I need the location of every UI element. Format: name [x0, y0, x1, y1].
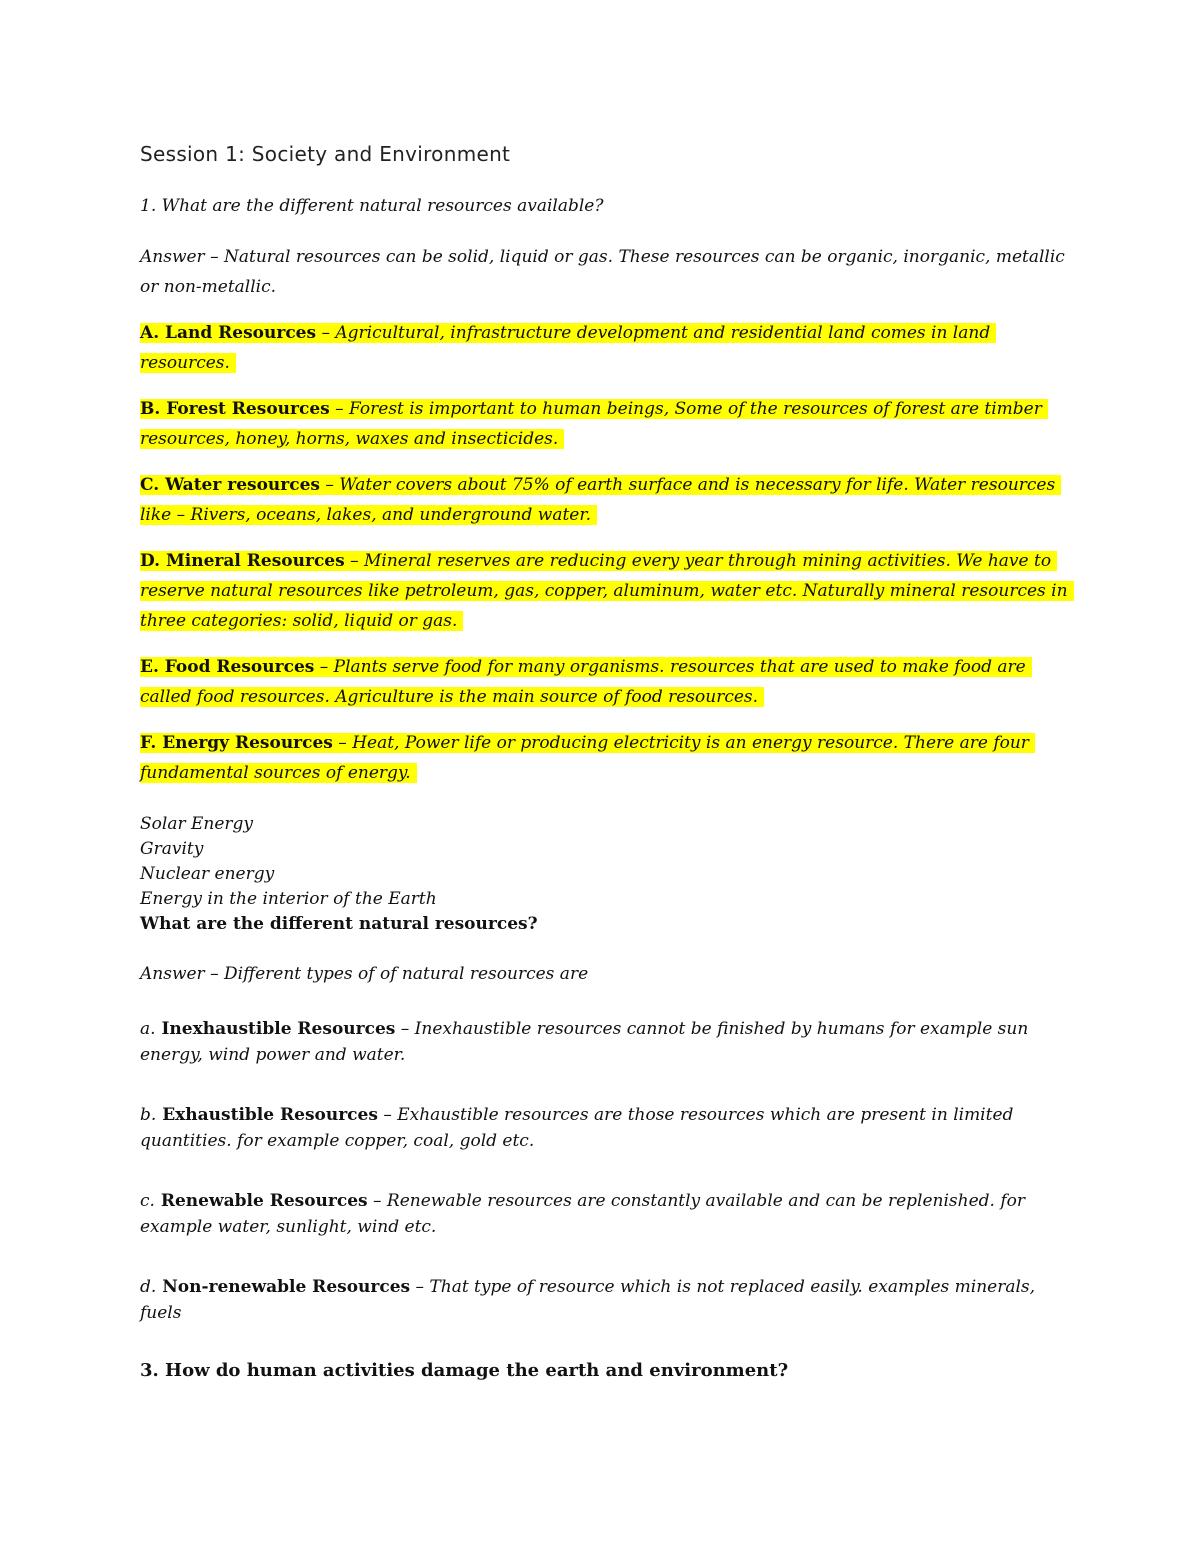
- type-desc: – That type of resource which is not replaced easily. examples minerals, fuels: [140, 1277, 1036, 1323]
- question-1: 1. What are the different natural resources available?: [140, 196, 604, 216]
- resource-term: F. Energy Resources: [140, 733, 333, 753]
- resource-term: A. Land Resources: [140, 323, 317, 343]
- resource-term: B. Forest Resources: [140, 399, 330, 419]
- type-term: Renewable Resources: [154, 1191, 368, 1211]
- type-exhaustible: [140, 1102, 1070, 1154]
- resource-desc: – Mineral reserves are reducing every year through mining activities. We have to reserve natural resources like petroleum, gas, copper, aluminum, water etc. Naturally mineral resources in three categories: solid, liquid or gas.: [140, 551, 1068, 631]
- resource-energy: [140, 728, 1070, 788]
- question-2: What are the different natural resources?: [140, 914, 538, 934]
- resource-mineral: [140, 546, 1070, 636]
- type-term: Exhaustible Resources: [156, 1105, 378, 1125]
- type-desc: – Inexhaustible resources cannot be finished by humans for example sun energy, wind power and water.: [140, 1019, 1029, 1065]
- type-inexhaustible: [140, 1016, 1070, 1068]
- resource-forest: [140, 394, 1070, 454]
- session-title: Session 1: Society and Environment: [140, 142, 511, 166]
- type-letter: b.: [140, 1105, 157, 1125]
- list-item: Solar Energy: [140, 814, 254, 834]
- energy-sources-list: [140, 812, 1070, 912]
- question-3: 3. How do human activities damage the earth and environment?: [140, 1360, 789, 1381]
- type-desc: – Exhaustible resources are those resources which are present in limited quantities. for example copper, coal, gold etc.: [140, 1105, 1014, 1151]
- resource-land: [140, 318, 1070, 378]
- resource-term: E. Food Resources: [140, 657, 315, 677]
- list-item: Energy in the interior of the Earth: [140, 889, 437, 909]
- answer-2: Answer – Different types of of natural resources are: [140, 964, 589, 984]
- resource-term: C. Water resources: [140, 475, 320, 495]
- resource-desc: – Water covers about 75% of earth surface and is necessary for life. Water resources like – Rivers, oceans, lakes, and underground water.: [140, 475, 1056, 525]
- resource-desc: – Heat, Power life or producing electricity is an energy resource. There are four fundamental sources of energy.: [140, 733, 1029, 783]
- list-item: Nuclear energy: [140, 864, 275, 884]
- type-term: Non-renewable Resources: [156, 1277, 411, 1297]
- type-letter: d.: [140, 1277, 157, 1297]
- type-renewable: [140, 1188, 1070, 1240]
- resource-food: [140, 652, 1070, 712]
- type-term: Inexhaustible Resources: [155, 1019, 396, 1039]
- type-letter: c.: [140, 1191, 155, 1211]
- document-body: [140, 142, 1070, 1381]
- type-letter: a.: [140, 1019, 156, 1039]
- resource-desc: – Agricultural, infrastructure development and residential land comes in land resources.: [140, 323, 991, 373]
- resource-desc: – Plants serve food for many organisms. resources that are used to make food are called food resources. Agriculture is the main source of food resources.: [140, 657, 1026, 707]
- type-desc: – Renewable resources are constantly available and can be replenished. for example water, sunlight, wind etc.: [140, 1191, 1025, 1237]
- answer-1: Answer – Natural resources can be solid, liquid or gas. These resources can be organic, inorganic, metallic or non-metallic.: [140, 247, 1065, 297]
- type-non-renewable: [140, 1274, 1070, 1326]
- list-item: Gravity: [140, 839, 204, 859]
- resource-term: D. Mineral Resources: [140, 551, 345, 571]
- resource-desc: – Forest is important to human beings, Some of the resources of forest are timber resources, honey, horns, waxes and insecticides.: [140, 399, 1042, 449]
- resource-water: [140, 470, 1070, 530]
